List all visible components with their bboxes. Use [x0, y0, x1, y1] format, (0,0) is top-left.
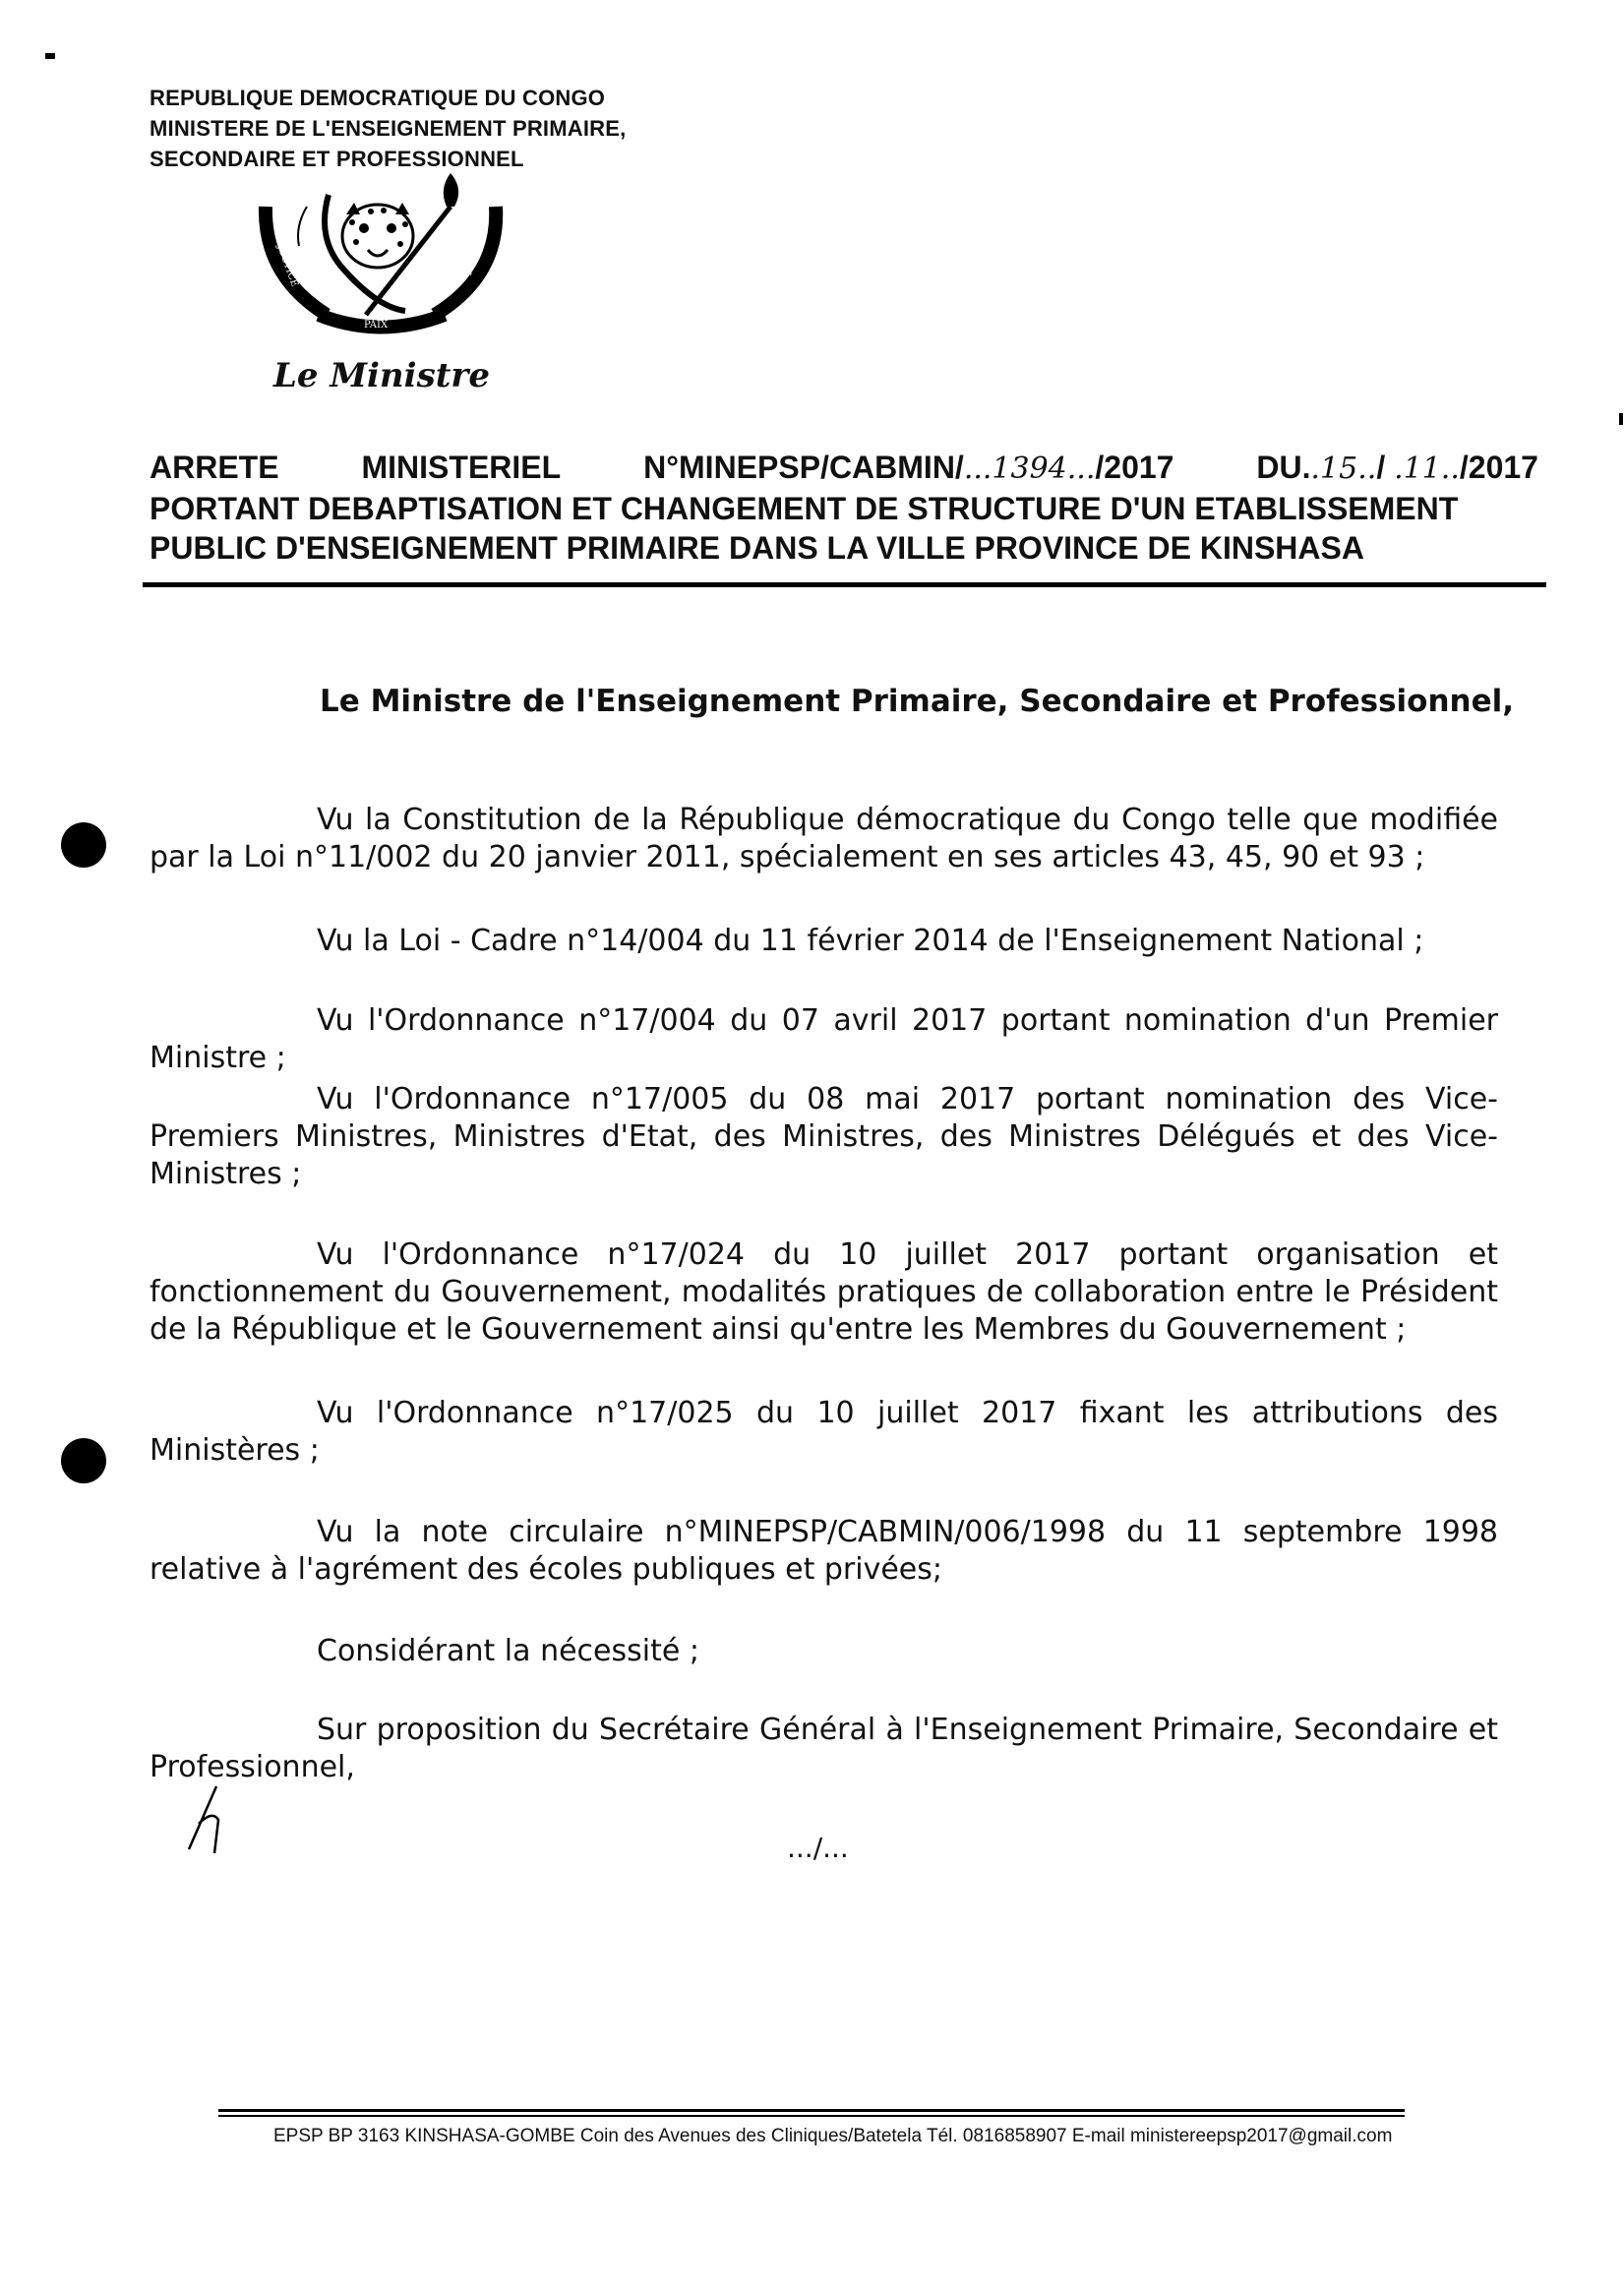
page-continuation: .../... — [787, 1832, 849, 1864]
title-word: ARRETE — [150, 450, 279, 485]
decree-title-line1 — [150, 448, 1538, 489]
decree-title-line2: PORTANT DEBAPTISATION ET CHANGEMENT DE STRUCTURE D'UN ETABLISSEMENT — [150, 491, 1459, 526]
recital-paragraph: Considérant la nécessité ; — [317, 1634, 699, 1668]
footer-divider — [218, 2109, 1405, 2112]
handwritten-month: .11.. — [1394, 452, 1460, 486]
recital-paragraph: Vu l'Ordonnance n°17/005 du 08 mai 2017 portant nomination des Vice-Premiers Ministres, Ministres d'Etat, des Ministres, des Ministres Délégués et des Vice-Ministres ; — [150, 1082, 1498, 1191]
recital-paragraph: Vu la Constitution de la République démocratique du Congo telle que modifiée par la Loi n°11/002 du 20 janvier 2011, spécialement en ses articles 43, 45, 90 et 93 ; — [150, 803, 1498, 874]
decree-title-line3: PUBLIC D'ENSEIGNEMENT PRIMAIRE DANS LA VILLE PROVINCE DE KINSHASA — [150, 530, 1364, 566]
footer-divider — [218, 2115, 1405, 2117]
recital-paragraph: Sur proposition du Secrétaire Général à l'Enseignement Primaire, Secondaire et Professionnel, — [150, 1713, 1498, 1784]
decree-date: DU..15../ .11../2017 — [1256, 450, 1538, 486]
svg-text:PAIX: PAIX — [364, 320, 389, 331]
recital-paragraph: Vu l'Ordonnance n°17/024 du 10 juillet 2017 portant organisation et fonctionnement du Gouvernement, modalités pratiques de collaboration entre le Président de la République et le Gouvernement ainsi qu'entre les Membres du Gouvernement ; — [150, 1237, 1498, 1347]
letterhead-country: REPUBLIQUE DEMOCRATIQUE DU CONGO — [150, 86, 606, 110]
recital-paragraph: Vu l'Ordonnance n°17/004 du 07 avril 2017 portant nomination d'un Premier Ministre ; — [150, 1003, 1498, 1075]
title-word: MINISTERIEL — [361, 450, 562, 485]
decree-title — [150, 448, 1538, 568]
handwritten-initial — [179, 1780, 238, 1859]
coat-of-arms-emblem — [258, 167, 504, 354]
letterhead-ministry: MINISTERE DE L'ENSEIGNEMENT PRIMAIRE, — [150, 116, 627, 141]
punch-hole — [61, 1438, 106, 1483]
letterhead — [150, 83, 626, 174]
punch-hole — [61, 822, 106, 868]
handwritten-day: .15.. — [1310, 452, 1377, 486]
minister-heading: Le Ministre de l'Enseignement Primaire, Secondaire et Professionnel, — [320, 684, 1515, 719]
scan-mark — [45, 53, 55, 59]
decree-reference: N°MINEPSP/CABMIN/...1394.../2017 — [643, 450, 1174, 486]
handwritten-number: ...1394... — [963, 452, 1096, 486]
title-divider — [143, 582, 1546, 587]
svg-text:JUSTICE: JUSTICE — [274, 243, 300, 289]
svg-text:TRAVAIL: TRAVAIL — [462, 232, 489, 279]
letterhead-ministry-cont: SECONDAIRE ET PROFESSIONNEL — [150, 147, 524, 171]
recital-paragraph: Vu la Loi - Cadre n°14/004 du 11 février 2014 de l'Enseignement National ; — [317, 924, 1424, 958]
scan-mark — [1619, 413, 1623, 425]
footer-contact: EPSP BP 3163 KINSHASA-GOMBE Coin des Avenues des Cliniques/Batetela Tél. 0816858907 E-mail ministereepsp2017@gmail.com — [273, 2126, 1393, 2146]
leopard-head-icon — [342, 203, 413, 268]
signature-label: Le Ministre — [273, 356, 490, 395]
recital-paragraph: Vu l'Ordonnance n°17/025 du 10 juillet 2017 fixant les attributions des Ministères ; — [150, 1396, 1498, 1468]
recital-paragraph: Vu la note circulaire n°MINEPSP/CABMIN/006/1998 du 11 septembre 1998 relative à l'agrément des écoles publiques et privées; — [150, 1515, 1498, 1587]
